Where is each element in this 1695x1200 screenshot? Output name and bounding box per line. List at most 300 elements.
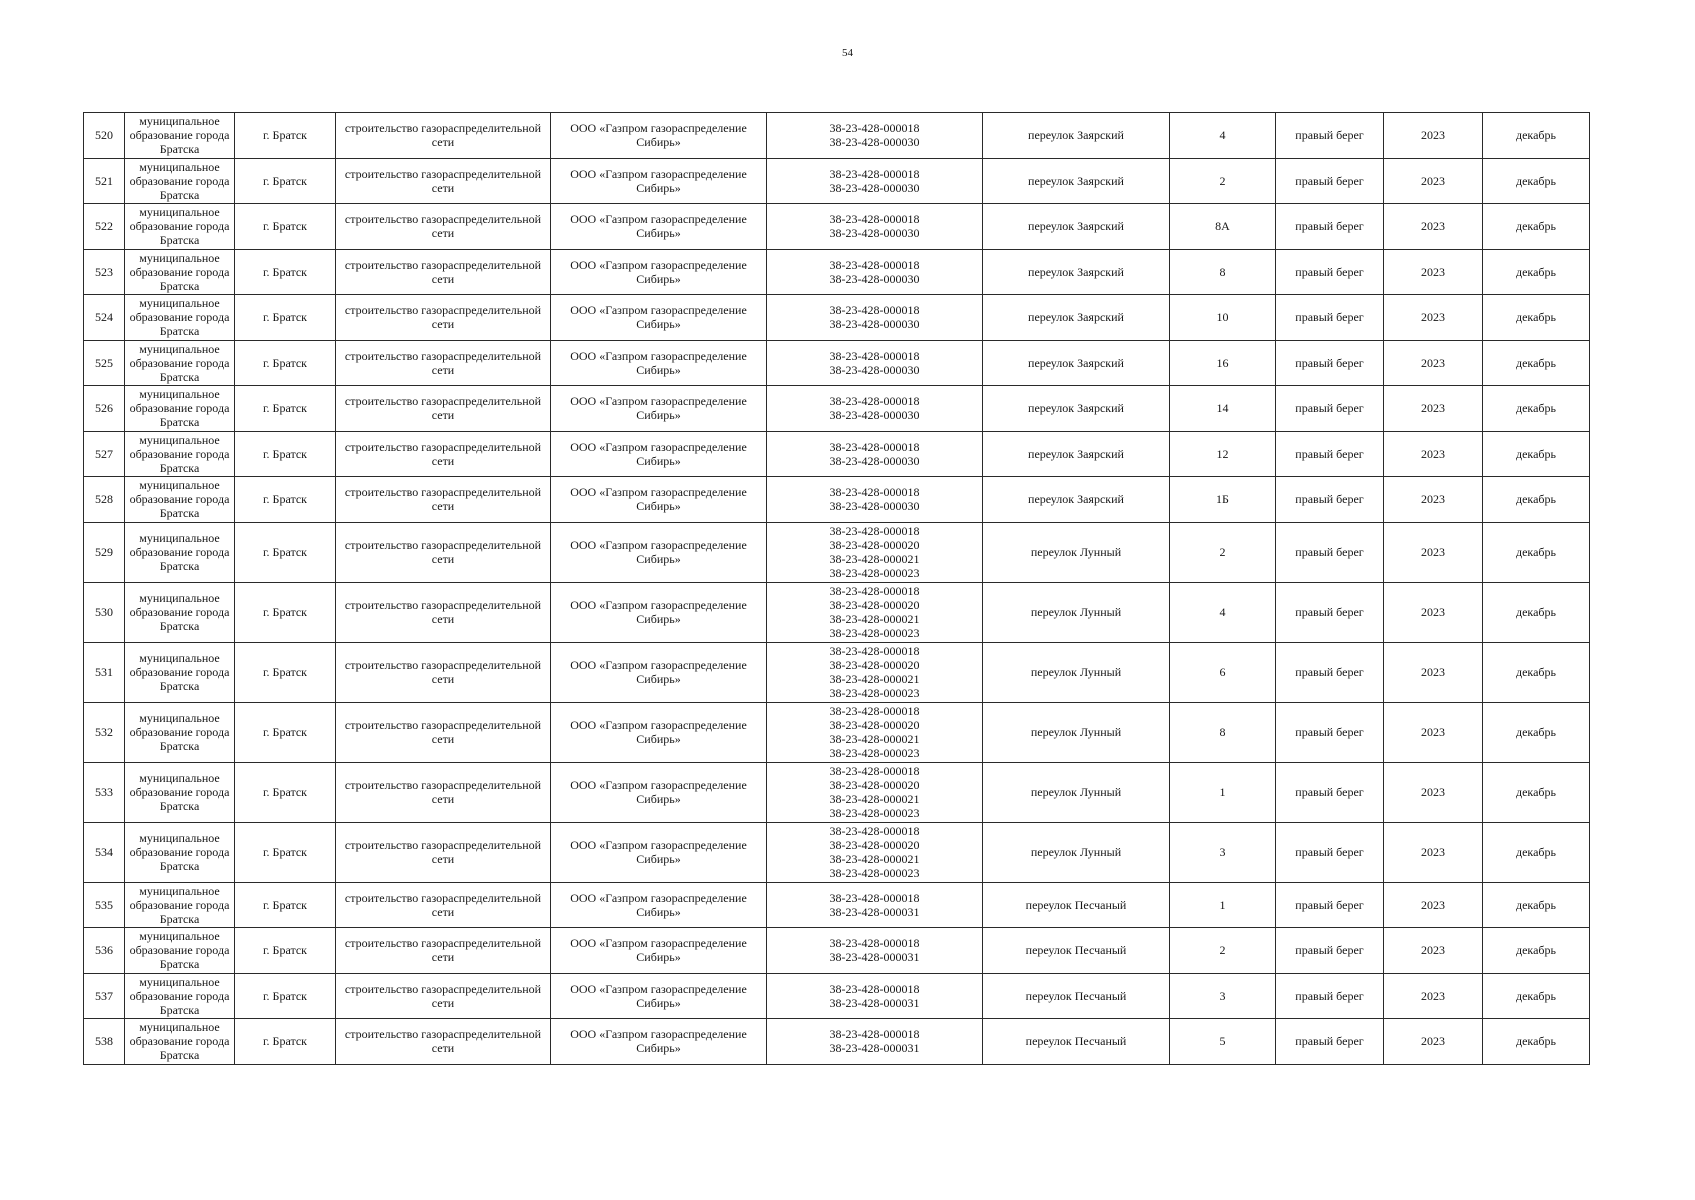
work-type-line: сети [431,950,455,965]
municipality-cell [125,431,235,477]
month-text: декабрь [1516,943,1556,958]
row-number-text: 534 [95,845,113,859]
row-number-cell [84,762,125,822]
work-type-line: строительство газораспределительной [344,121,542,136]
year-cell [1384,522,1483,582]
year-cell [1384,642,1483,702]
work-type-line: строительство газораспределительной [344,394,542,409]
year-text: 2023 [1421,264,1445,279]
organization-line: ООО «Газпром газораспределение [570,439,747,454]
house-number-text: 6 [1219,665,1226,679]
table-row [84,249,1590,295]
year-text: 2023 [1421,128,1445,143]
house-number-text: 10 [1216,310,1229,325]
work-type-cell [336,822,551,882]
row-number-text: 529 [95,545,113,559]
row-number-cell [84,295,125,341]
cadastral-numbers-cell [767,882,983,928]
municipality-line: Братска [159,679,200,693]
house-number-cell [1170,973,1276,1019]
cadastral-numbers-line: 38-23-428-000018 [829,212,920,227]
month-cell [1483,295,1590,341]
year-cell [1384,973,1483,1019]
river-bank-text: правый берег [1295,785,1364,799]
municipality-line: муниципальное [139,929,220,944]
row-number-cell [84,1019,125,1065]
municipality-line: муниципальное [139,341,220,356]
cadastral-numbers-line: 38-23-428-000018 [829,890,920,905]
work-type-line: строительство газораспределительной [344,718,542,732]
year-cell [1384,386,1483,432]
cadastral-numbers-cell [767,928,983,974]
municipality-cell [125,822,235,882]
organization-line: Сибирь» [636,135,681,150]
cadastral-numbers-line: 38-23-428-000030 [829,180,920,195]
city-cell [235,249,336,295]
house-number-text: 4 [1219,128,1226,143]
row-number-cell [84,522,125,582]
cadastral-numbers-line: 38-23-428-000031 [829,1041,920,1056]
house-number-cell [1170,386,1276,432]
month-text: декабрь [1516,219,1556,234]
river-bank-text: правый берег [1295,173,1364,188]
work-type-line: сети [431,226,455,241]
street-text: переулок Лунный [1030,785,1122,799]
street-cell [983,822,1170,882]
year-text: 2023 [1421,446,1445,461]
municipality-line: Братска [159,142,200,157]
cadastral-numbers-line: 38-23-428-000020 [829,598,920,612]
cadastral-numbers-line: 38-23-428-000018 [829,644,920,658]
organization-line: ООО «Газпром газораспределение [570,212,747,227]
row-number-cell [84,477,125,523]
month-cell [1483,204,1590,250]
cadastral-numbers-line: 38-23-428-000023 [829,806,920,820]
cadastral-numbers-cell [767,973,983,1019]
city-cell [235,928,336,974]
house-number-text: 8А [1215,219,1230,234]
month-cell [1483,582,1590,642]
municipality-line: муниципальное [139,591,220,605]
month-text: декабрь [1516,665,1556,679]
organization-line: Сибирь» [636,271,681,286]
work-type-cell [336,928,551,974]
organization-line: ООО «Газпром газораспределение [570,394,747,409]
row-number-cell [84,582,125,642]
house-number-cell [1170,249,1276,295]
house-number-cell [1170,928,1276,974]
city-cell [235,295,336,341]
month-text: декабрь [1516,988,1556,1003]
house-number-cell [1170,477,1276,523]
year-text: 2023 [1421,401,1445,416]
organization-line: ООО «Газпром газораспределение [570,890,747,905]
organization-cell [551,762,767,822]
work-type-line: строительство газораспределительной [344,598,542,612]
city-cell [235,822,336,882]
year-text: 2023 [1421,219,1445,234]
house-number-text: 8 [1219,725,1226,739]
river-bank-cell [1276,477,1384,523]
organization-cell [551,882,767,928]
cadastral-numbers-line: 38-23-428-000023 [829,686,920,700]
cadastral-numbers-line: 38-23-428-000018 [829,166,920,181]
work-type-line: строительство газораспределительной [344,936,542,951]
house-number-cell [1170,113,1276,159]
cadastral-numbers-line: 38-23-428-000021 [829,792,920,806]
municipality-cell [125,158,235,204]
river-bank-text: правый берег [1295,310,1364,325]
cadastral-numbers-line: 38-23-428-000030 [829,271,920,286]
city-cell [235,113,336,159]
organization-line: Сибирь» [636,792,681,806]
municipality-line: Братска [159,859,200,873]
house-number-cell [1170,762,1276,822]
street-text: переулок Песчаный [1025,943,1127,958]
organization-cell [551,522,767,582]
work-type-cell [336,249,551,295]
month-text: декабрь [1516,492,1556,507]
city-text: г. Братск [262,725,308,739]
month-cell [1483,386,1590,432]
cadastral-numbers-line: 38-23-428-000018 [829,584,920,598]
organization-line: ООО «Газпром газораспределение [570,303,747,318]
month-cell [1483,522,1590,582]
municipality-cell [125,386,235,432]
organization-line: Сибирь» [636,1041,681,1056]
city-cell [235,882,336,928]
cadastral-numbers-cell [767,702,983,762]
year-text: 2023 [1421,897,1445,912]
work-type-line: сети [431,499,455,514]
year-text: 2023 [1421,492,1445,507]
municipality-cell [125,882,235,928]
year-text: 2023 [1421,988,1445,1003]
municipality-line: Братска [159,187,200,202]
cadastral-numbers-line: 38-23-428-000018 [829,348,920,363]
street-cell [983,295,1170,341]
municipality-line: Братска [159,1002,200,1017]
organization-line: Сибирь» [636,950,681,965]
month-text: декабрь [1516,401,1556,416]
municipality-line: муниципальное [139,114,220,129]
house-number-text: 1Б [1216,492,1229,507]
house-number-text: 1 [1219,897,1226,912]
work-type-line: строительство газораспределительной [344,1027,542,1042]
month-text: декабрь [1516,725,1556,739]
municipality-line: муниципальное [139,296,220,311]
cadastral-numbers-line: 38-23-428-000018 [829,394,920,409]
year-text: 2023 [1421,725,1445,739]
street-text: переулок Песчаный [1025,897,1127,912]
municipality-line: образование города [129,988,230,1003]
cadastral-numbers-line: 38-23-428-000021 [829,672,920,686]
month-text: декабрь [1516,785,1556,799]
table-row [84,204,1590,250]
municipality-line: Братска [159,739,200,753]
work-type-line: строительство газораспределительной [344,778,542,792]
house-number-cell [1170,204,1276,250]
row-number-cell [84,642,125,702]
house-number-text: 14 [1216,401,1229,416]
municipality-line: образование города [129,446,230,461]
street-cell [983,386,1170,432]
cadastral-numbers-cell [767,340,983,386]
table-row [84,642,1590,702]
city-cell [235,582,336,642]
organization-cell [551,973,767,1019]
organization-line: Сибирь» [636,852,681,866]
cadastral-numbers-line: 38-23-428-000020 [829,658,920,672]
organization-line: ООО «Газпром газораспределение [570,121,747,136]
organization-line: Сибирь» [636,612,681,626]
work-type-cell [336,431,551,477]
house-number-cell [1170,822,1276,882]
river-bank-cell [1276,386,1384,432]
city-text: г. Братск [262,173,308,188]
cadastral-numbers-line: 38-23-428-000030 [829,499,920,514]
year-text: 2023 [1421,845,1445,859]
cadastral-numbers-line: 38-23-428-000030 [829,453,920,468]
work-type-line: сети [431,995,455,1010]
work-type-cell [336,340,551,386]
cadastral-numbers-line: 38-23-428-000030 [829,408,920,423]
year-text: 2023 [1421,665,1445,679]
month-cell [1483,158,1590,204]
month-cell [1483,973,1590,1019]
municipality-line: Братска [159,278,200,293]
street-cell [983,642,1170,702]
organization-line: ООО «Газпром газораспределение [570,538,747,552]
row-number-text: 531 [95,665,113,679]
city-cell [235,477,336,523]
house-number-cell [1170,158,1276,204]
cadastral-numbers-cell [767,477,983,523]
row-number-text: 520 [95,128,113,143]
organization-cell [551,295,767,341]
municipality-line: образование города [129,492,230,507]
city-text: г. Братск [262,785,308,799]
work-type-cell [336,477,551,523]
house-number-cell [1170,882,1276,928]
work-type-line: сети [431,271,455,286]
month-text: декабрь [1516,845,1556,859]
work-type-cell [336,113,551,159]
organization-cell [551,477,767,523]
municipality-line: образование города [129,310,230,325]
house-number-cell [1170,642,1276,702]
municipality-line: Братска [159,911,200,926]
river-bank-cell [1276,158,1384,204]
cadastral-numbers-cell [767,762,983,822]
house-number-text: 3 [1219,988,1226,1003]
municipality-line: образование города [129,355,230,370]
street-cell [983,204,1170,250]
table-row [84,431,1590,477]
river-bank-cell [1276,431,1384,477]
cadastral-numbers-line: 38-23-428-000018 [829,485,920,500]
organization-line: Сибирь» [636,180,681,195]
street-text: переулок Заярский [1028,446,1124,461]
municipality-line: образование города [129,605,230,619]
table-row [84,822,1590,882]
city-cell [235,1019,336,1065]
municipality-line: образование города [129,264,230,279]
organization-line: ООО «Газпром газораспределение [570,166,747,181]
house-number-text: 1 [1219,785,1226,799]
street-cell [983,762,1170,822]
municipality-line: образование города [129,173,230,188]
work-type-line: строительство газораспределительной [344,658,542,672]
row-number-text: 521 [95,173,113,188]
city-cell [235,702,336,762]
year-cell [1384,1019,1483,1065]
city-cell [235,158,336,204]
street-text: переулок Заярский [1028,401,1124,416]
city-cell [235,431,336,477]
cadastral-numbers-line: 38-23-428-000030 [829,226,920,241]
river-bank-cell [1276,702,1384,762]
organization-line: ООО «Газпром газораспределение [570,838,747,852]
row-number-cell [84,928,125,974]
row-number-cell [84,113,125,159]
street-cell [983,340,1170,386]
river-bank-text: правый берег [1295,988,1364,1003]
year-cell [1384,340,1483,386]
city-text: г. Братск [262,264,308,279]
municipality-line: образование города [129,545,230,559]
table-row [84,762,1590,822]
city-text: г. Братск [262,219,308,234]
river-bank-cell [1276,295,1384,341]
river-bank-cell [1276,822,1384,882]
organization-line: Сибирь» [636,672,681,686]
organization-line: Сибирь» [636,995,681,1010]
work-type-cell [336,1019,551,1065]
municipality-line: Братска [159,619,200,633]
page-number: 54 [842,47,853,59]
house-number-text: 8 [1219,264,1226,279]
river-bank-cell [1276,340,1384,386]
municipality-line: Братска [159,324,200,339]
month-cell [1483,113,1590,159]
row-number-text: 537 [95,988,113,1003]
row-number-cell [84,204,125,250]
house-number-cell [1170,702,1276,762]
row-number-text: 527 [95,446,113,461]
month-text: декабрь [1516,128,1556,143]
year-cell [1384,882,1483,928]
municipality-cell [125,928,235,974]
row-number-cell [84,431,125,477]
municipality-cell [125,204,235,250]
work-type-line: строительство газораспределительной [344,890,542,905]
cadastral-numbers-cell [767,249,983,295]
municipality-cell [125,249,235,295]
river-bank-cell [1276,204,1384,250]
municipality-line: Братска [159,957,200,972]
municipality-line: муниципальное [139,711,220,725]
municipality-cell [125,522,235,582]
work-type-line: строительство газораспределительной [344,348,542,363]
organization-line: ООО «Газпром газораспределение [570,981,747,996]
house-number-cell [1170,295,1276,341]
cadastral-numbers-line: 38-23-428-000030 [829,317,920,332]
municipality-line: образование города [129,785,230,799]
organization-line: ООО «Газпром газораспределение [570,718,747,732]
house-number-text: 2 [1219,173,1226,188]
municipality-line: образование города [129,943,230,958]
cadastral-numbers-cell [767,431,983,477]
organization-line: ООО «Газпром газораспределение [570,936,747,951]
organization-cell [551,822,767,882]
house-number-text: 2 [1219,545,1226,559]
year-text: 2023 [1421,785,1445,799]
municipality-line: муниципальное [139,478,220,493]
house-number-text: 12 [1216,446,1229,461]
work-type-line: сети [431,135,455,150]
month-text: декабрь [1516,1034,1556,1049]
city-text: г. Братск [262,988,308,1003]
river-bank-cell [1276,882,1384,928]
cadastral-numbers-line: 38-23-428-000018 [829,764,920,778]
row-number-text: 532 [95,725,113,739]
cadastral-numbers-line: 38-23-428-000018 [829,704,920,718]
row-number-text: 536 [95,943,113,958]
table-row [84,477,1590,523]
cadastral-numbers-line: 38-23-428-000030 [829,135,920,150]
municipality-cell [125,113,235,159]
organization-cell [551,702,767,762]
work-type-line: строительство газораспределительной [344,212,542,227]
work-type-cell [336,702,551,762]
organization-line: Сибирь» [636,499,681,514]
organization-line: Сибирь» [636,226,681,241]
city-cell [235,522,336,582]
house-number-cell [1170,1019,1276,1065]
municipality-line: образование города [129,897,230,912]
river-bank-cell [1276,582,1384,642]
year-cell [1384,113,1483,159]
year-text: 2023 [1421,605,1445,619]
municipality-line: муниципальное [139,432,220,447]
table-body [84,113,1590,1065]
street-cell [983,113,1170,159]
work-type-line: строительство газораспределительной [344,257,542,272]
city-cell [235,642,336,702]
municipality-line: муниципальное [139,974,220,989]
organization-line: Сибирь» [636,362,681,377]
work-type-cell [336,204,551,250]
row-number-text: 522 [95,219,113,234]
street-text: переулок Лунный [1030,545,1122,559]
cadastral-numbers-cell [767,1019,983,1065]
municipality-cell [125,340,235,386]
river-bank-text: правый берег [1295,128,1364,143]
cadastral-numbers-cell [767,642,983,702]
street-cell [983,158,1170,204]
year-cell [1384,762,1483,822]
table-row [84,522,1590,582]
row-number-cell [84,158,125,204]
table-row [84,973,1590,1019]
street-cell [983,431,1170,477]
work-type-line: сети [431,612,455,626]
municipality-cell [125,1019,235,1065]
street-text: переулок Заярский [1028,173,1124,188]
month-cell [1483,882,1590,928]
city-text: г. Братск [262,355,308,370]
